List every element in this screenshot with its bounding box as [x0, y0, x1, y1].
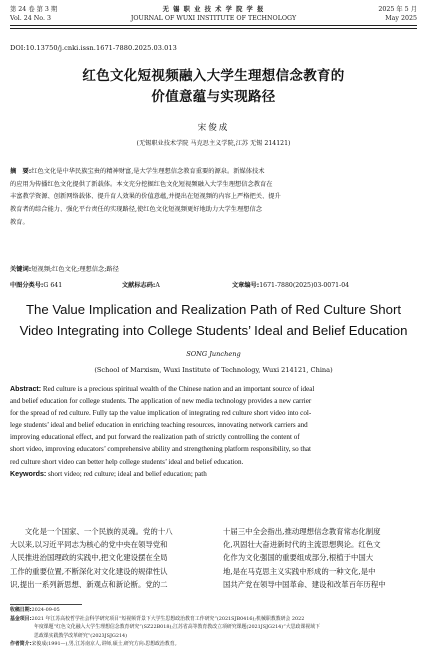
article-id [232, 280, 349, 289]
journal-title-cn: 无 锡 职 业 技 术 学 院 学 报 [162, 6, 265, 13]
clc-label: 中图分类号: [10, 282, 44, 289]
abstract-cn-label: 摘 要: [10, 168, 32, 175]
title-en-line2: Video Integrating into College Students’ Ideal and Belief Education [19, 323, 408, 338]
fund-line2: 年度课题“红色文化融入大学生理想信念教育研究”(SZ22B018);江苏省高等教育教改立项研究课题(2021JSJG214)“大思政课视域下 [34, 624, 320, 630]
keywords-cn-text: 短视频;红色文化;理想信念;路径 [31, 266, 119, 273]
keywords-cn [10, 264, 417, 277]
body-left-line2: 大以来,以习近平同志为核心的党中央在领导党和 [10, 540, 168, 550]
journal-title-en: JOURNAL OF WUXI INSTITUTE OF TECHNOLOGY [130, 15, 297, 22]
abstract-en-line3: for the spread of red culture. Fully tap the value implication of integrating red culture short video into col- [10, 409, 312, 418]
body-column-left [10, 525, 203, 591]
abstract-en-label: Abstract: [10, 385, 42, 393]
author-en: SONG Juncheng [186, 350, 241, 358]
clc-number [10, 280, 62, 289]
doc-code-value: A [155, 282, 160, 289]
abstract-en-line7: red culture short video can better help college students’ ideal and belief education. [10, 457, 244, 466]
keywords-en [10, 468, 417, 480]
author-cn: 宋俊成 [197, 123, 230, 133]
body-right-line1: 十届三中全会指出,推动理想信念教育常态化制度 [223, 527, 381, 536]
abstract-en-line1: Red culture is a precious spiritual wealth of the Chinese nation and an important source of ideal [42, 385, 315, 393]
author-bio [10, 640, 417, 649]
abstract-en-line5: improving educational effect, and put forward the realization path of strictly controlling the content of [10, 433, 300, 442]
abstract-en-line4: lege students’ ideal and belief education in enriching teaching resources, innovating network carriers and [10, 421, 308, 430]
body-right-line4: 地,是在马克思主义实践中形成的一种文化,是中 [223, 566, 376, 576]
issue-date-cn: 2025 年 5 月 [378, 6, 417, 13]
abstract-en-line6: short video, improving educators’ comprehensive ability and strengthening platform responsibility, so that [10, 445, 312, 454]
article-id-label: 文章编号: [232, 282, 260, 289]
volume-cn: 第 24 卷 第 3 期 [10, 6, 58, 13]
keywords-en-text: short video; red culture; ideal and belief education; path [48, 469, 207, 478]
bio-value: 宋俊成(1991—),男,江苏南京人,讲师,硕士,研究方向:思想政治教育。 [31, 641, 180, 647]
volume-en: Vol. 24 No. 3 [10, 15, 51, 22]
article-id-value: 1671-7880(2025)03-0071-04 [259, 282, 350, 289]
footnote-rule [10, 604, 82, 605]
document-code [122, 280, 160, 289]
body-right-line3: 化作为文化强国的重要组成部分,根植于中国大 [223, 553, 374, 563]
abstract-cn-line4: 教育者的综合能力、强化平台责任的实现路径,使红色文化短视频更好地助力大学生理想信念 [10, 206, 262, 214]
abstract-cn-line1: 红色文化是中华民族宝贵的精神财富,是大学生理想信念教育重要的源泉。新媒体技术 [31, 168, 265, 175]
body-left-line5: 识,提出一系列新思想、新观点和新论断。党的二 [10, 579, 168, 589]
received-date [10, 606, 417, 615]
body-right-line5: 国共产党在领导中国革命、建设和改革百年历程中 [223, 579, 386, 589]
doi[interactable]: DOI:10.13750/j.cnki.issn.1671-7880.2025.03.013 [10, 44, 177, 52]
abstract-en-line2: and belief education for college students. The application of new media technology provides a new carrier [10, 397, 312, 406]
body-right-line2: 化,巩固壮大奋进新时代的主流思想舆论。红色文 [223, 540, 381, 550]
bio-label: 作者简介: [10, 641, 32, 647]
issue-date-en: May 2025 [385, 15, 417, 22]
received-label: 收稿日期: [10, 607, 32, 613]
keywords-en-label: Keywords: [10, 469, 47, 478]
title-cn-line2: 价值意蕴与实现路径 [151, 89, 276, 105]
header-rule-thin [10, 28, 417, 29]
body-left-line4: 工作的重要位置,不断深化对文化建设的规律性认 [10, 566, 168, 576]
body-left-line1: 文化是一个国家、一个民族的灵魂。党的十八 [10, 527, 173, 536]
abstract-cn [10, 166, 417, 230]
fund-line3: 思政课实践教学改革研究”(2023JSJG214) [34, 632, 128, 639]
abstract-en [10, 383, 417, 480]
body-left-line3: 人民推进治国理政的实践中,把文化建设摆在全局 [10, 553, 168, 563]
keywords-cn-label: 关键词: [10, 266, 32, 273]
fund-text1: 2021 年江苏高校哲学社会科学研究项目“短视频背景下大学生思想政治教育工作研究”(2021SJB0416);机械职教教研会 2022 [31, 615, 305, 622]
received-value: 2024-09-05 [31, 607, 60, 613]
doc-code-label: 文献标志码: [122, 282, 156, 289]
fund-label: 基金项目: [10, 615, 32, 622]
abstract-cn-line2: 的应用为传播红色文化提供了新载体。本文充分挖掘红色文化短视频融入大学生理想信念教育在 [10, 180, 273, 188]
affiliation-en: (School of Marxism, Wuxi Institute of Technology, Wuxi 214121, China) [94, 366, 333, 374]
clc-value: G 641 [43, 282, 63, 289]
title-en-line1: The Value Implication and Realization Path of Red Culture Short [25, 302, 402, 317]
footnotes [10, 606, 417, 649]
header-rule-thick [10, 25, 417, 26]
title-cn-line1: 红色文化短视频融入大学生理想信念教育的 [82, 68, 345, 84]
fund-line1 [10, 615, 417, 624]
abstract-cn-line5: 教育。 [10, 218, 29, 226]
affiliation-cn: (无锡职业技术学院 马克思主义学院,江苏 无锡 214121) [136, 140, 291, 147]
body-column-right [223, 525, 416, 591]
abstract-cn-line3: 丰富教学资源、创新网络载体、提升育人效果的价值意蕴,并提出在短视频的内容上严格把关、提升 [10, 193, 281, 201]
